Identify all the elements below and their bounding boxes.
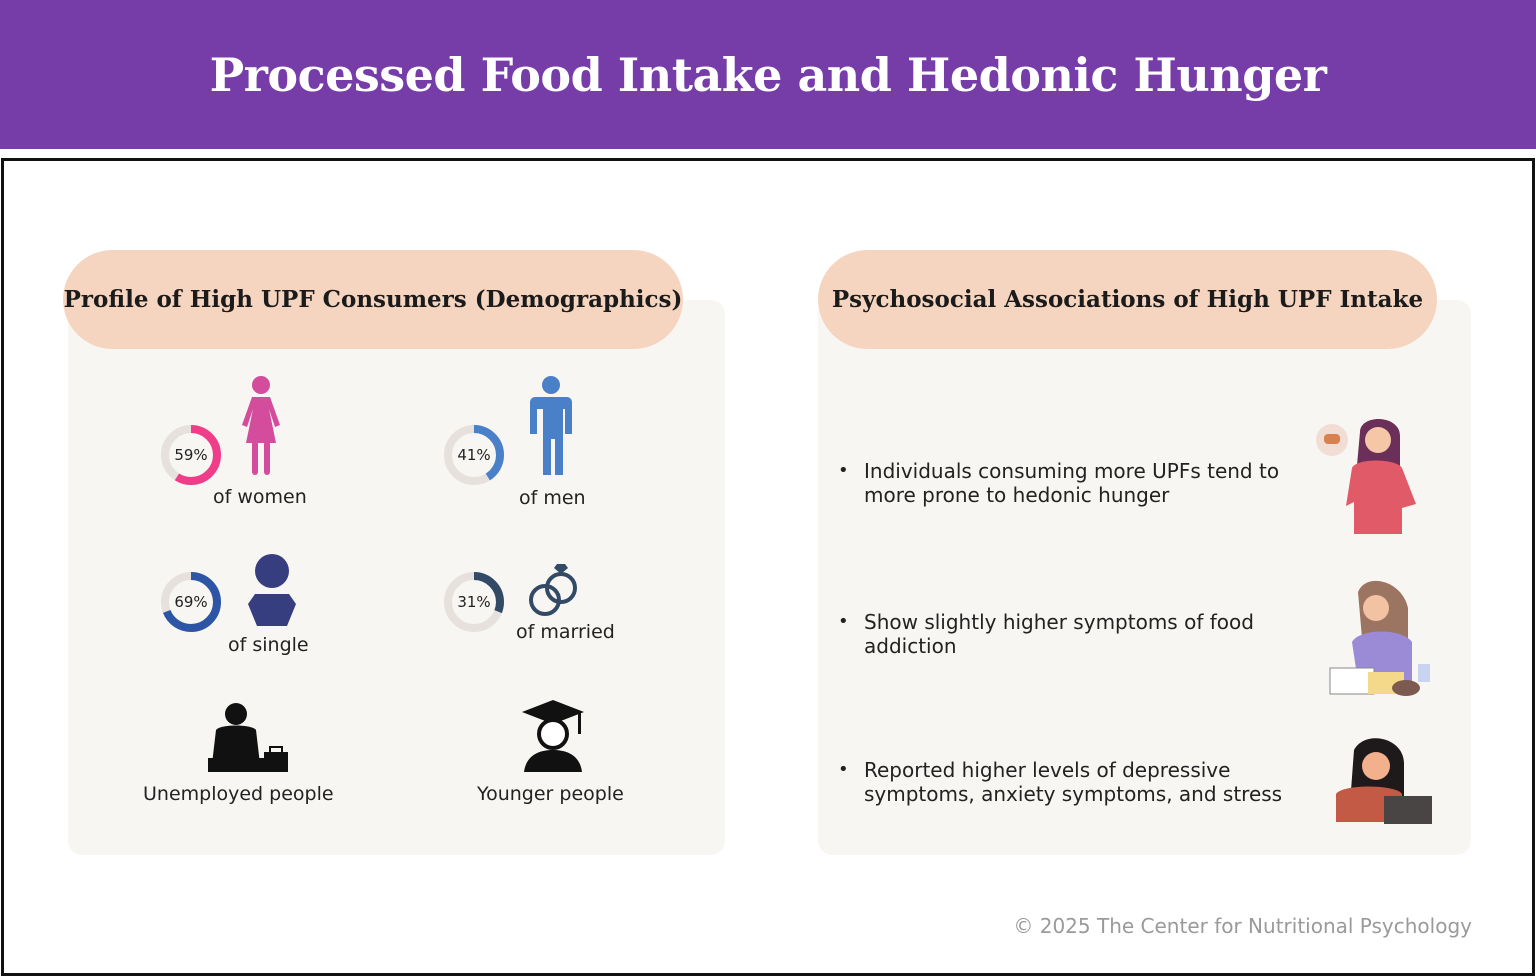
bullet-item: • Reported higher levels of depressive symptoms, anxiety symptoms, and stress (838, 758, 1298, 806)
stat-label-single: of single (228, 634, 309, 656)
donut-percent-label: 59% (174, 446, 208, 464)
graduate-icon (520, 698, 586, 774)
stat-label-men: of men (519, 487, 586, 509)
donut-women (160, 424, 222, 486)
group-label-unemployed: Unemployed people (143, 783, 334, 805)
page-title: Processed Food Intake and Hedonic Hunger (209, 47, 1327, 102)
psychosocial-heading: Psychosocial Associations of High UPF Intake (818, 250, 1437, 349)
woman-icon (238, 375, 284, 477)
bullet-text: Reported higher levels of depressive symptoms, anxiety symptoms, and stress (864, 758, 1283, 806)
header-banner (0, 0, 1536, 149)
bullet-item: • Show slightly higher symptoms of food addiction (838, 610, 1298, 658)
donut-men (443, 424, 505, 486)
unemployed-person-icon (206, 702, 290, 774)
stat-label-women: of women (213, 486, 307, 508)
donut-married (443, 571, 505, 633)
copyright-footer: © 2025 The Center for Nutritional Psychology (1013, 914, 1472, 938)
donut-single (160, 571, 222, 633)
wedding-rings-icon (527, 562, 581, 618)
single-person-icon (247, 554, 297, 626)
bullet-text: Show slightly higher symptoms of food addiction (864, 610, 1254, 658)
bullet-text: Individuals consuming more UPFs tend to more prone to hedonic hunger (864, 459, 1280, 507)
donut-percent-label: 31% (457, 593, 491, 611)
stat-label-married: of married (516, 621, 615, 643)
demographics-heading: Profile of High UPF Consumers (Demographics) (63, 250, 683, 349)
eating-woman-illustration (1328, 572, 1440, 700)
hungry-woman-illustration (1312, 412, 1422, 536)
bullet-item: • Individuals consuming more UPFs tend to more prone to hedonic hunger (838, 459, 1298, 507)
donut-percent-label: 41% (457, 446, 491, 464)
donut-percent-label: 69% (174, 593, 208, 611)
stressed-woman-illustration (1332, 728, 1436, 828)
man-icon (529, 375, 573, 477)
group-label-younger: Younger people (477, 783, 624, 805)
